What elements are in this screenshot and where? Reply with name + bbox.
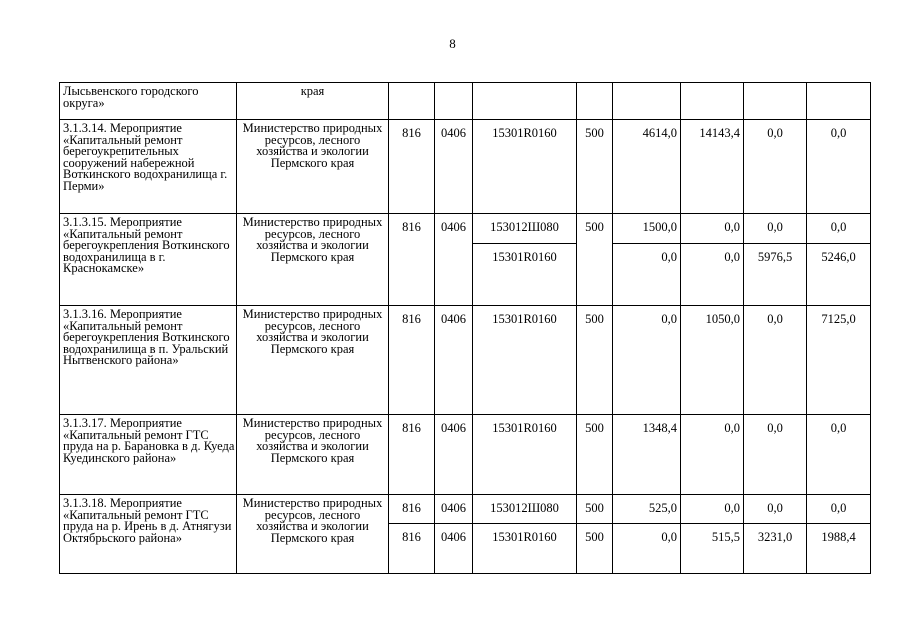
table-row <box>60 214 871 244</box>
table-row <box>60 306 871 415</box>
measure-name: Лысьвенского городского округа» <box>60 83 237 120</box>
vr-cell: 500 <box>577 415 613 495</box>
value-cell: 0,0 <box>681 244 744 306</box>
value-cell: 1348,4 <box>613 415 681 495</box>
grbs-cell: 816 <box>389 524 435 574</box>
csr-cell: 15301R0160 <box>473 306 577 415</box>
value-cell: 0,0 <box>744 214 807 244</box>
vr-cell: 500 <box>577 214 613 306</box>
rzpr-cell: 0406 <box>435 120 473 214</box>
grbs-cell: 816 <box>389 120 435 214</box>
responsible-org: края <box>237 83 389 120</box>
value-cell: 7125,0 <box>807 306 871 415</box>
value-cell: 0,0 <box>807 120 871 214</box>
value-cell: 1500,0 <box>613 214 681 244</box>
value-cell: 0,0 <box>681 415 744 495</box>
value-cell: 5246,0 <box>807 244 871 306</box>
grbs-cell: 816 <box>389 415 435 495</box>
value-cell: 0,0 <box>681 214 744 244</box>
grbs-cell: 816 <box>389 306 435 415</box>
csr-cell: 153012Ш080 <box>473 495 577 524</box>
vr-cell: 500 <box>577 120 613 214</box>
table-row <box>60 415 871 495</box>
value-cell: 0,0 <box>807 214 871 244</box>
responsible-org: Министерство природных ресурсов, лесного хозяйства и экологии Пермского края <box>237 306 389 415</box>
csr-cell: 15301R0160 <box>473 415 577 495</box>
measure-name: 3.1.3.15. Мероприятие «Капитальный ремонт берегоукрепления Воткинского водохранилища в г. Краснокамске» <box>60 214 237 306</box>
value-cell: 0,0 <box>613 524 681 574</box>
rzpr-cell: 0406 <box>435 415 473 495</box>
responsible-org: Министерство природных ресурсов, лесного хозяйства и экологии Пермского края <box>237 495 389 574</box>
vr-cell: 500 <box>577 495 613 524</box>
measure-name: 3.1.3.14. Мероприятие «Капитальный ремонт берегоукрепительных сооружений набережной Воткинского водохранилища г. Перми» <box>60 120 237 214</box>
page-number: 8 <box>449 36 456 51</box>
value-cell: 0,0 <box>681 495 744 524</box>
rzpr-cell: 0406 <box>435 495 473 524</box>
rzpr-cell: 0406 <box>435 524 473 574</box>
table-row <box>60 495 871 524</box>
vr-cell: 500 <box>577 306 613 415</box>
vr-cell: 500 <box>577 524 613 574</box>
value-cell: 0,0 <box>744 306 807 415</box>
value-cell: 0,0 <box>744 495 807 524</box>
responsible-org: Министерство природных ресурсов, лесного хозяйства и экологии Пермского края <box>237 214 389 306</box>
measure-name: 3.1.3.18. Мероприятие «Капитальный ремонт ГТС пруда на р. Ирень в д. Атнягузи Октябрьского района» <box>60 495 237 574</box>
measure-name: 3.1.3.16. Мероприятие «Капитальный ремонт берегоукрепления Воткинского водохранилища в п. Уральский Нытвенского района» <box>60 306 237 415</box>
value-cell: 0,0 <box>613 244 681 306</box>
value-cell: 0,0 <box>613 306 681 415</box>
csr-cell: 153012Ш080 <box>473 214 577 244</box>
value-cell: 1988,4 <box>807 524 871 574</box>
table-row <box>60 83 871 120</box>
value-cell: 0,0 <box>744 120 807 214</box>
table-row <box>60 120 871 214</box>
grbs-cell: 816 <box>389 214 435 306</box>
value-cell: 1050,0 <box>681 306 744 415</box>
value-cell: 515,5 <box>681 524 744 574</box>
value-cell: 14143,4 <box>681 120 744 214</box>
value-cell: 0,0 <box>807 495 871 524</box>
grbs-cell: 816 <box>389 495 435 524</box>
value-cell: 5976,5 <box>744 244 807 306</box>
value-cell: 4614,0 <box>613 120 681 214</box>
value-cell: 3231,0 <box>744 524 807 574</box>
budget-table <box>59 82 871 574</box>
rzpr-cell: 0406 <box>435 306 473 415</box>
csr-cell: 15301R0160 <box>473 120 577 214</box>
responsible-org: Министерство природных ресурсов, лесного хозяйства и экологии Пермского края <box>237 415 389 495</box>
responsible-org: Министерство природных ресурсов, лесного хозяйства и экологии Пермского края <box>237 120 389 214</box>
value-cell: 525,0 <box>613 495 681 524</box>
value-cell: 0,0 <box>744 415 807 495</box>
csr-cell: 15301R0160 <box>473 524 577 574</box>
measure-name: 3.1.3.17. Мероприятие «Капитальный ремонт ГТС пруда на р. Барановка в д. Куеда Куединского района» <box>60 415 237 495</box>
value-cell: 0,0 <box>807 415 871 495</box>
rzpr-cell: 0406 <box>435 214 473 306</box>
csr-cell: 15301R0160 <box>473 244 577 306</box>
